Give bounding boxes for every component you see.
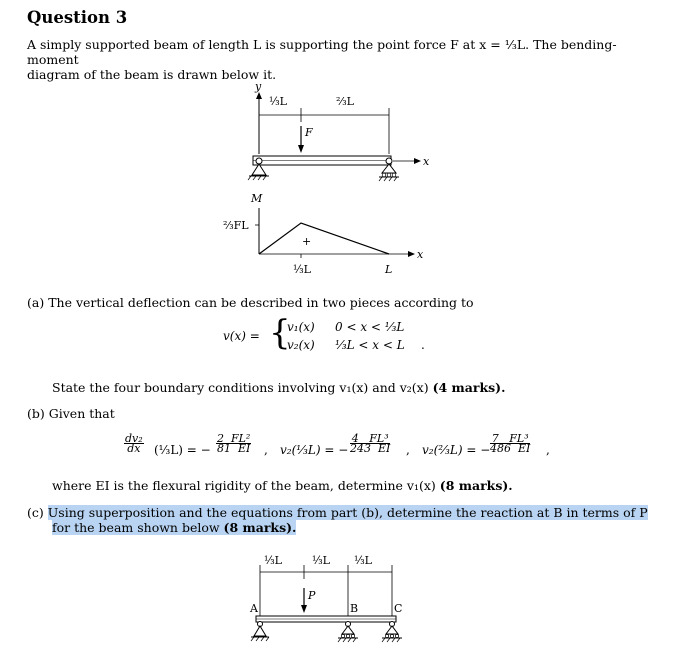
continuous-beam-figure (246, 548, 426, 658)
part-b-after (52, 478, 672, 493)
moment-axis-label: M (251, 192, 263, 205)
support-c-roller (382, 622, 402, 643)
piecewise-brace: { (269, 313, 291, 353)
part-a-intro (27, 295, 667, 310)
y-axis-arrow-icon (256, 92, 262, 99)
fig2-dim-1: ⅓L (264, 554, 282, 567)
boundary-text: State the four boundary conditions involving v₁(x) and v₂(x) (52, 380, 429, 395)
fig2-dim-2: ⅓L (312, 554, 330, 567)
part-c (27, 505, 667, 535)
support-b-label: B (350, 602, 359, 615)
dim-label-1: ⅓L (269, 95, 287, 108)
given-equations: $\frac{\text{dv₂}}{dx}$ (⅓L) = − $\frac{\text{2 FL²}}{81 EI}$ , v₂(⅓L) = − $\frac{\text{4 FL³}}{243 EI}$ , v₂(⅔L) = − $\frac{\text{7 FL³}}{486 EI}$ , (125, 432, 550, 457)
dim-label-2: ⅔L (336, 95, 354, 108)
moment-tick-label-2: L (385, 263, 393, 276)
part-a-text: The vertical deflection can be described in two pieces according to (48, 295, 474, 310)
y-axis-label: y (255, 80, 262, 93)
part-b-label: (b) (27, 406, 45, 421)
beam-figure (215, 78, 435, 278)
moment-x-label: x (417, 248, 424, 261)
part-a-marks: (4 marks). (432, 380, 506, 395)
case1-condition: 0 < x < ⅓L (335, 320, 405, 334)
x-axis-arrow-icon (414, 158, 421, 164)
part-c-label: (c) (27, 505, 44, 520)
part-b-after-text: where EI is the flexural rigidity of the beam, determine v₁(x) (52, 478, 436, 493)
eq3-lhs: v₂(⅔L) = − (422, 443, 491, 457)
part-c-line-2: for the beam shown below (52, 520, 220, 535)
x-axis-label: x (423, 155, 430, 168)
eq1-argument: (⅓L) = − (154, 443, 211, 457)
moment-plus-sign: + (302, 235, 312, 248)
force-arrow-icon (298, 145, 304, 153)
part-c-marks: (8 marks). (223, 520, 297, 535)
part-c-line-1: Using superposition and the equations from part (b), determine the reaction at B in terms of P (47, 505, 648, 520)
case2-condition: ⅓L < x < L (335, 338, 405, 352)
force-label: F (305, 126, 313, 139)
support-a-label: A (250, 602, 258, 615)
part-b-marks: (8 marks). (439, 478, 513, 493)
part-a-boundary (52, 380, 672, 395)
eq2-fraction: $\frac{\text{4 FL³}}{243 EI}$ (350, 432, 391, 455)
moment-peak-label: ⅔FL (223, 219, 249, 232)
support-b-roller (338, 622, 358, 643)
part-b-text: Given that (48, 406, 115, 421)
eq3-fraction: $\frac{\text{7 FL³}}{486 EI}$ (490, 432, 531, 455)
intro-line-1: A simply supported beam of length L is supporting the point force F at x = ⅓L. The bending-moment (27, 37, 617, 67)
question-title: Question 3 (27, 8, 128, 27)
piecewise-lhs: v(x) = (223, 329, 260, 343)
fig2-dim-3: ⅓L (354, 554, 372, 567)
case2-function: v₂(x) (287, 338, 315, 352)
support-c-label: C (394, 602, 403, 615)
piecewise-period: . (421, 338, 425, 352)
eq1-fraction: $\frac{\text{2 FL²}}{81 EI}$ (216, 432, 251, 455)
intro-line-2: diagram of the beam is drawn below it. (27, 67, 277, 82)
eq1-derivative: $\frac{\text{dv₂}}{dx}$ (125, 432, 143, 455)
fig2-force-arrow-icon (301, 605, 307, 613)
moment-tick-label-1: ⅓L (293, 263, 311, 276)
moment-x-arrow-icon (408, 251, 415, 257)
support-a-pin (251, 622, 269, 642)
case1-function: v₁(x) (287, 320, 315, 334)
fig2-force-label: P (308, 589, 316, 602)
part-a-label: (a) (27, 295, 45, 310)
question-intro (27, 37, 667, 82)
eq2-lhs: v₂(⅓L) = − (280, 443, 349, 457)
part-b-intro (27, 406, 667, 421)
moment-diagram-line (259, 223, 389, 254)
